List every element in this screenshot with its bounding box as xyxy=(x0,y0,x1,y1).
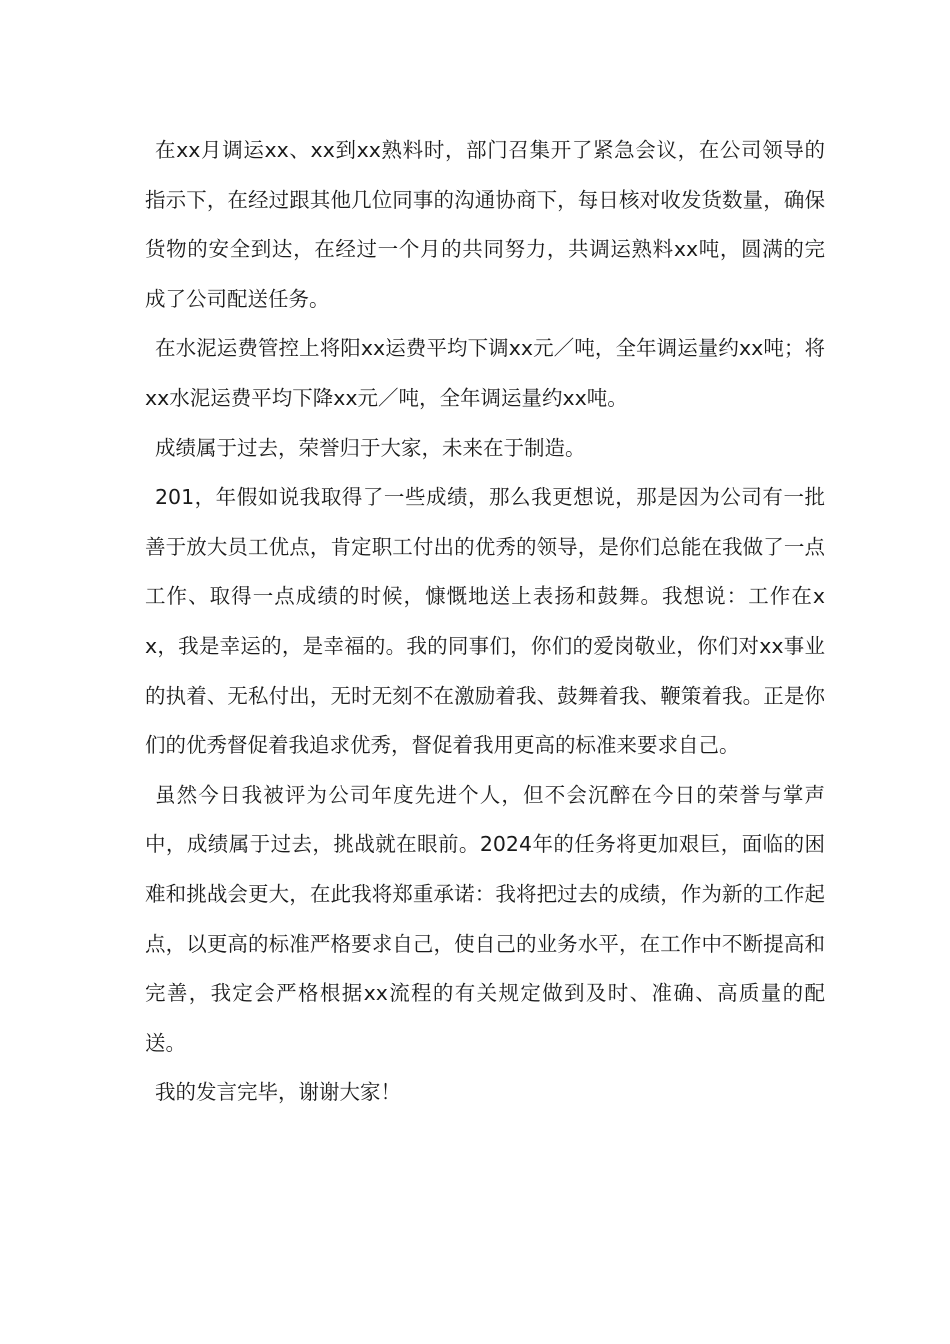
paragraph-commitment: 虽然今日我被评为公司年度先进个人，但不会沉醉在今日的荣誉与掌声中，成绩属于过去，挑战就在眼前。2024年的任务将更加艰巨，面临的困难和挑战会更大，在此我将郑重承诺：我将把过去的成绩，作为新的工作起点，以更高的标准严格要求自己，使自己的业务水平，在工作中不断提高和完善，我定会严格根据xx流程的有关规定做到及时、准确、高质量的配送。 xyxy=(145,782,825,1055)
document-body xyxy=(145,126,825,1118)
paragraph-transport-task: 在xx月调运xx、xx到xx熟料时，部门召集开了紧急会议，在公司领导的指示下，在经过跟其他几位同事的沟通协商下，每日核对收发货数量，确保货物的安全到达，在经过一个月的共同努力，共调运熟料xx吨，圆满的完成了公司配送任务。 xyxy=(145,138,825,311)
paragraph-freight-cost: 在水泥运费管控上将阳xx运费平均下调xx元／吨，全年调运量约xx吨；将xx水泥运费平均下降xx元／吨，全年调运量约xx吨。 xyxy=(145,336,825,410)
paragraph-achievement-past: 成绩属于过去，荣誉归于大家，未来在于制造。 xyxy=(155,435,586,460)
paragraph-thanks-leaders: 201，年假如说我取得了一些成绩，那么我更想说，那是因为公司有一批善于放大员工优点，肯定职工付出的优秀的领导，是你们总能在我做了一点工作、取得一点成绩的时候，慷慨地送上表扬和鼓舞。我想说：工作在xx，我是幸运的，是幸福的。我的同事们，你们的爱岗敬业，你们对xx事业的执着、无私付出，无时无刻不在激励着我、鼓舞着我、鞭策着我。正是你们的优秀督促着我追求优秀，督促着我用更高的标准来要求自己。 xyxy=(145,485,825,758)
paragraph-closing: 我的发言完毕，谢谢大家！ xyxy=(155,1080,401,1105)
